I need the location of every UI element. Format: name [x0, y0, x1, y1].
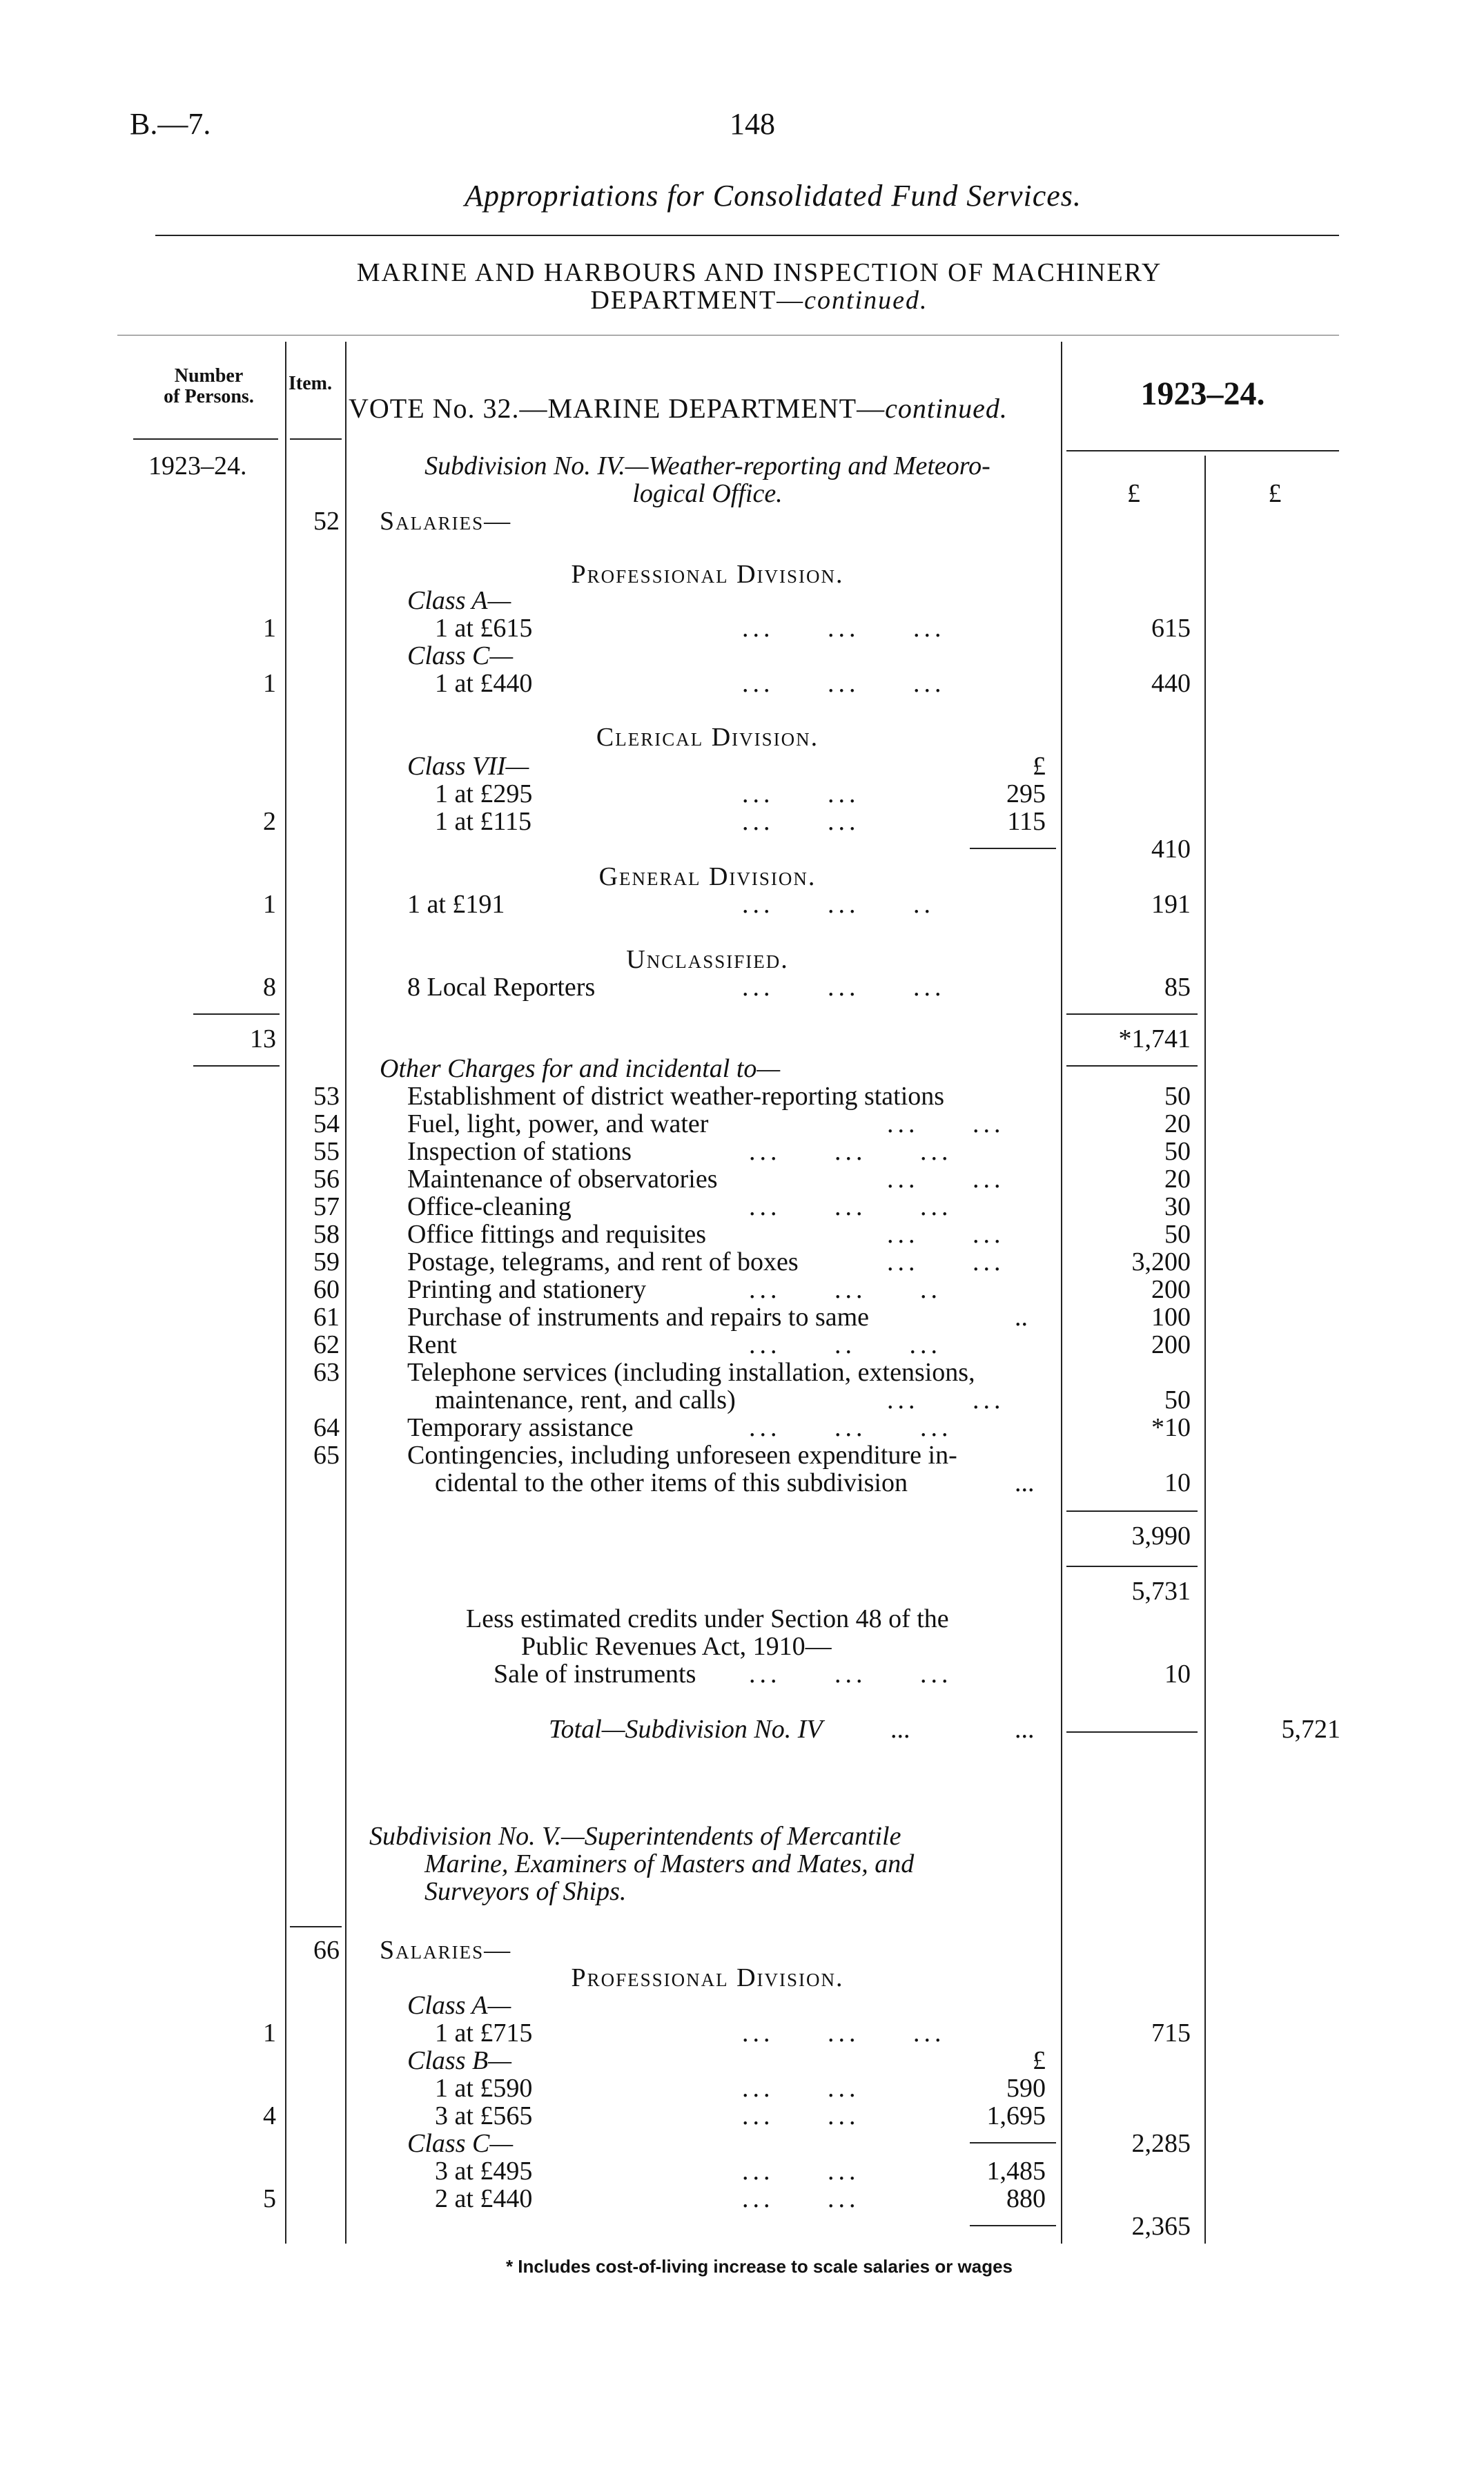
amount-class-a: 615 [1151, 614, 1191, 643]
persons-class-a: 1 [263, 2019, 276, 2048]
leader-dots: ... ... [742, 2074, 860, 2103]
leader-dots: ... ... ... [742, 614, 946, 643]
vote-title: VOTE No. 32.—MARINE DEPARTMENT— [349, 393, 886, 424]
gross-total-rule [1066, 1566, 1198, 1567]
persons-unclassified: 8 [263, 973, 276, 1002]
leader-dots: ... ... ... [742, 973, 946, 1002]
amount-column-rule [1061, 342, 1062, 2244]
table-top-rule [117, 335, 1339, 336]
page-ref: B.—7. [130, 107, 211, 141]
class-vii-2-desc: 1 at £115 [435, 807, 532, 836]
amount-class-c: 440 [1151, 669, 1191, 698]
charge-desc: Inspection of stations [407, 1137, 632, 1166]
salaries-total: *1,741 [1118, 1024, 1191, 1053]
charge-desc: Office fittings and requisites [407, 1220, 707, 1249]
class-a-desc: 1 at £615 [435, 614, 533, 643]
unclassified-desc: 8 Local Reporters [407, 973, 596, 1002]
charge-desc: Establishment of district weather-reporting stations [407, 1082, 945, 1111]
department-line-2 [207, 286, 1311, 314]
amount-class-c-total: 2,365 [1131, 2212, 1191, 2241]
title-rule [155, 235, 1339, 236]
charge-desc: Fuel, light, power, and water [407, 1109, 709, 1138]
unclassified-division: Unclassified. [626, 945, 789, 974]
item-header: Item. [289, 373, 332, 394]
charge-amount: 50 [1164, 1220, 1191, 1249]
charge-amount: 200 [1151, 1275, 1191, 1304]
page-number: 148 [730, 107, 775, 141]
leader-dots: ... ... ... [749, 1413, 953, 1442]
page-title: Appropriations for Consolidated Fund Services. [465, 179, 1082, 213]
persons-class-vii: 2 [263, 807, 276, 836]
amount-general: 191 [1151, 890, 1191, 919]
charge-item: 55 [313, 1137, 340, 1166]
amount-class-b-total: 2,285 [1131, 2129, 1191, 2158]
charge-item: 53 [313, 1082, 340, 1111]
general-desc: 1 at £191 [407, 890, 505, 919]
department-name: DEPARTMENT— [590, 286, 805, 315]
continued-label: continued. [804, 286, 928, 315]
item-header-rule [290, 438, 342, 440]
leader-dots: ... [1015, 1715, 1035, 1744]
salaries-label: Salaries— [380, 1936, 512, 1965]
charge-desc: Rent [407, 1330, 457, 1359]
persons-header-line-1: Number [174, 365, 244, 387]
leader-dots: ... ... [887, 1247, 1005, 1276]
subdivision-4-title-2: logical Office. [632, 479, 783, 508]
charge-item: 56 [313, 1165, 340, 1194]
subdivision-5-title-2: Marine, Examiners of Masters and Mates, and [424, 1849, 915, 1878]
total-column-rule [1204, 456, 1206, 2244]
item-66-rule [290, 1926, 342, 1927]
class-vii-1-amount: 295 [1006, 779, 1046, 808]
class-b-2-desc: 3 at £565 [435, 2101, 533, 2130]
total-subdivision-4-label: Total—Subdivision No. IV [549, 1715, 823, 1744]
charge-desc: Printing and stationery [407, 1275, 647, 1304]
leader-dots: ... .. ... [749, 1330, 941, 1359]
class-b-1-amount: 590 [1006, 2074, 1046, 2103]
charge-desc: Contingencies, including unforeseen expenditure in- [407, 1441, 957, 1470]
leader-dots: .. [1015, 1303, 1028, 1332]
leader-dots: ... ... [742, 779, 860, 808]
salaries-label: Salaries— [380, 507, 512, 536]
charge-amount: 30 [1164, 1192, 1191, 1221]
charge-amount: 3,200 [1131, 1247, 1191, 1276]
class-c-desc: 1 at £440 [435, 669, 533, 698]
persons-total-underline [193, 1065, 280, 1067]
leader-dots: ... ... [742, 2184, 860, 2213]
persons-class-c: 1 [263, 669, 276, 698]
charge-amount: 10 [1164, 1468, 1191, 1497]
general-division: General Division. [598, 862, 817, 891]
charge-item: 54 [313, 1109, 340, 1138]
salaries-total-underline [1066, 1065, 1198, 1067]
professional-division: Professional Division. [571, 560, 844, 589]
leader-dots: ... [890, 1715, 910, 1744]
amount-class-a: 715 [1151, 2019, 1191, 2048]
item-66: 66 [313, 1936, 340, 1965]
class-b-2-amount: 1,695 [986, 2101, 1046, 2130]
other-total-rule [1066, 1510, 1198, 1512]
credits-line-2: Public Revenues Act, 1910— [521, 1632, 832, 1661]
persons-class-a: 1 [263, 614, 276, 643]
class-a-label: Class A— [407, 586, 511, 615]
charge-item: 65 [313, 1441, 340, 1470]
class-vii-label: Class VII— [407, 752, 529, 781]
class-c-1-desc: 3 at £495 [435, 2157, 533, 2186]
leader-dots: ... ... [742, 807, 860, 836]
total-subdivision-4: 5,721 [1281, 1715, 1340, 1744]
class-c-2-desc: 2 at £440 [435, 2184, 533, 2213]
class-c-label: Class C— [407, 641, 514, 670]
persons-header [141, 366, 276, 407]
credits-line-3: Sale of instruments [494, 1660, 696, 1689]
leader-dots: ... ... ... [742, 669, 946, 698]
year-header: 1923–24. [1140, 376, 1265, 412]
class-vii-1-desc: 1 at £295 [435, 779, 533, 808]
item-column-rule [345, 342, 346, 2244]
gross-total: 5,731 [1131, 1577, 1191, 1606]
charge-item: 57 [313, 1192, 340, 1221]
clerical-division: Clerical Division. [596, 723, 819, 752]
persons-year: 1923–24. [148, 451, 247, 480]
leader-dots: ... [1015, 1468, 1035, 1497]
charge-desc: Office-cleaning [407, 1192, 572, 1221]
amount-unclassified: 85 [1164, 973, 1191, 1002]
charge-desc-cont: cidental to the other items of this subdivision [435, 1468, 908, 1497]
class-vii-2-amount: 115 [1007, 807, 1046, 836]
amount-class-vii-total: 410 [1151, 835, 1191, 864]
leader-dots: ... ... ... [749, 1137, 953, 1166]
salaries-total-rule [1066, 1013, 1198, 1015]
charge-item: 64 [313, 1413, 340, 1442]
charge-desc: Postage, telegrams, and rent of boxes [407, 1247, 799, 1276]
subdivision-5-title-3: Surveyors of Ships. [424, 1877, 627, 1906]
class-c-label: Class C— [407, 2129, 514, 2158]
vote-header [349, 395, 1008, 422]
total-rule [1066, 1731, 1198, 1733]
leader-dots: ... ... [887, 1109, 1005, 1138]
credits-line-1: Less estimated credits under Section 48 of the [466, 1604, 949, 1633]
footnote: * Includes cost-of-living increase to scale salaries or wages [505, 2256, 1013, 2277]
subdivision-5-title-1: Subdivision No. V.—Superintendents of Mercantile [369, 1822, 901, 1851]
leader-dots: ... ... [887, 1220, 1005, 1249]
persons-total: 13 [250, 1024, 276, 1053]
leader-dots: ... ... ... [749, 1192, 953, 1221]
credits-amount: 10 [1164, 1660, 1191, 1689]
persons-general: 1 [263, 890, 276, 919]
class-a-label: Class A— [407, 1991, 511, 2020]
charge-desc: Maintenance of observatories [407, 1165, 718, 1194]
subdivision-4-title-1: Subdivision No. IV.—Weather-reporting and Meteoro- [424, 451, 990, 480]
other-charges-total: 3,990 [1131, 1522, 1191, 1550]
professional-division: Professional Division. [571, 1963, 844, 1992]
charge-amount: 20 [1164, 1109, 1191, 1138]
item-52: 52 [313, 507, 340, 536]
class-a-desc: 1 at £715 [435, 2019, 533, 2048]
leader-dots: ... ... [742, 2157, 860, 2186]
persons-total-rule [193, 1013, 280, 1015]
leader-dots: ... ... .. [742, 890, 935, 919]
charge-desc: Purchase of instruments and repairs to same [407, 1303, 870, 1332]
year-header-rule [1066, 450, 1339, 451]
charge-desc-cont: maintenance, rent, and calls) [435, 1386, 736, 1415]
charge-amount: 200 [1151, 1330, 1191, 1359]
persons-header-rule [133, 438, 278, 440]
leader-dots: ... ... ... [749, 1660, 953, 1689]
charge-item: 60 [313, 1275, 340, 1304]
charge-amount: 50 [1164, 1137, 1191, 1166]
leader-dots: ... ... [887, 1165, 1005, 1194]
leader-dots: ... ... .. [749, 1275, 941, 1304]
leader-dots: ... ... ... [742, 2019, 946, 2048]
class-c-2-amount: 880 [1006, 2184, 1046, 2213]
persons-class-c: 5 [263, 2184, 276, 2213]
charge-desc: Telephone services (including installation, extensions, [407, 1358, 975, 1387]
leader-dots: ... ... [742, 2101, 860, 2130]
persons-column-rule [285, 342, 286, 2244]
charge-item: 59 [313, 1247, 340, 1276]
charge-desc: Temporary assistance [407, 1413, 634, 1442]
subtotal-rule [970, 2142, 1056, 2143]
class-b-label: Class B— [407, 2046, 511, 2075]
charge-amount: 20 [1164, 1165, 1191, 1194]
charge-amount: *10 [1151, 1413, 1191, 1442]
department-line-1: MARINE AND HARBOURS AND INSPECTION OF MACHINERY [356, 258, 1162, 287]
class-b-1-desc: 1 at £590 [435, 2074, 533, 2103]
charge-amount: 100 [1151, 1303, 1191, 1332]
charge-item: 62 [313, 1330, 340, 1359]
pound-sign-col2: £ [1268, 479, 1282, 508]
charge-amount: 50 [1164, 1386, 1191, 1415]
class-c-1-amount: 1,485 [986, 2157, 1046, 2186]
subtotal-rule [970, 848, 1056, 849]
charge-item: 63 [313, 1358, 340, 1387]
subtotal-rule [970, 2225, 1056, 2226]
persons-class-b: 4 [263, 2101, 276, 2130]
leader-dots: ... ... [887, 1386, 1005, 1415]
charge-item: 61 [313, 1303, 340, 1332]
persons-header-line-2: of Persons. [164, 386, 254, 407]
pound-sign-col1: £ [1127, 479, 1140, 508]
pound-sign-inner: £ [1033, 2046, 1046, 2075]
pound-sign-inner: £ [1033, 752, 1046, 781]
other-charges-title: Other Charges for and incidental to— [380, 1054, 781, 1083]
charge-item: 58 [313, 1220, 340, 1249]
vote-continued: continued. [885, 393, 1008, 424]
charge-amount: 50 [1164, 1082, 1191, 1111]
